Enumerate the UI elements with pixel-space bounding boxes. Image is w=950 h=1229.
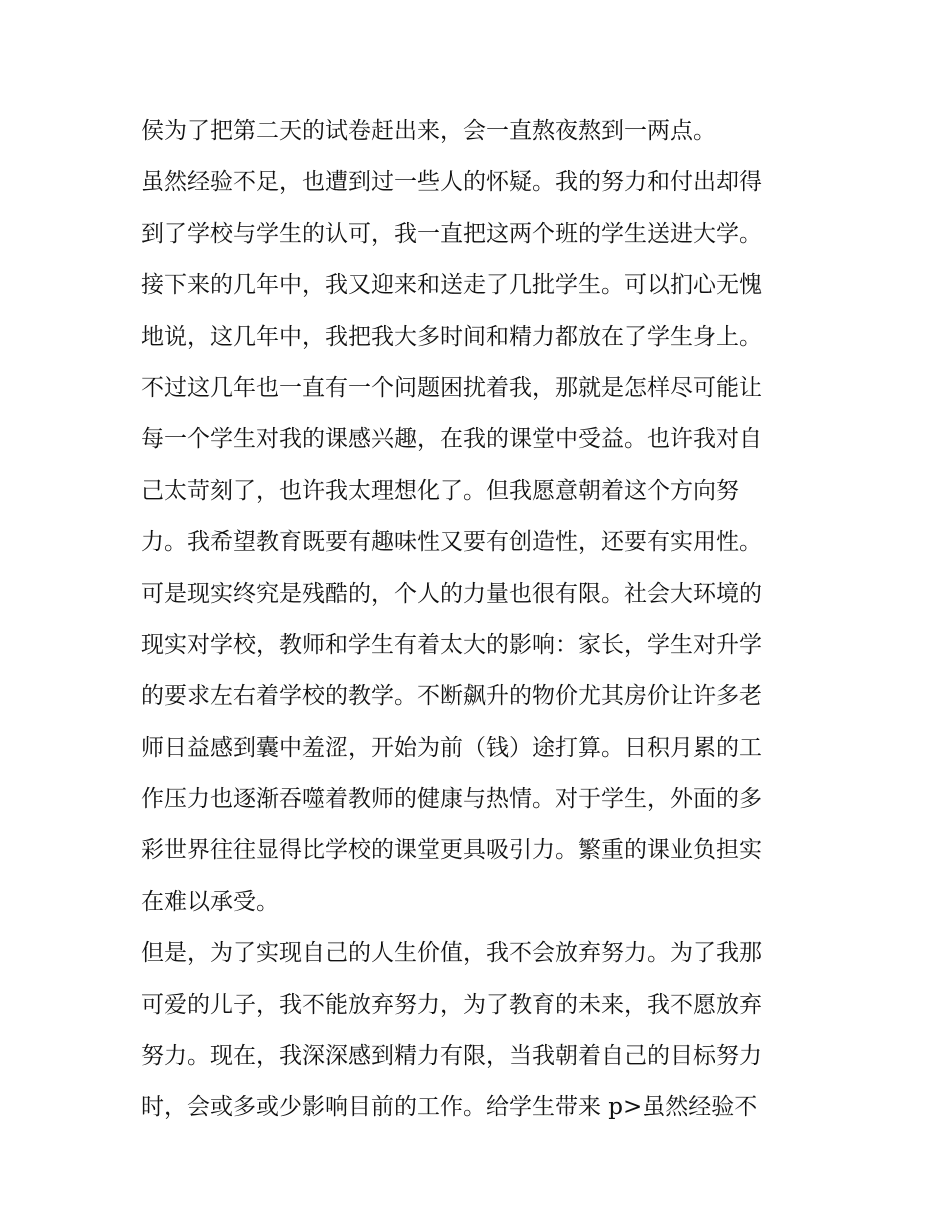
text-line: 侯为了把第二天的试卷赶出来，会一直熬夜熬到一两点。 [141, 118, 716, 144]
text-line: 的要求左右着学校的教学。不断飙升的物价尤其房价让许多老 [141, 683, 762, 710]
text-line: 现实对学校，教师和学生有着太大的影响：家长，学生对升学 [141, 631, 762, 658]
text-line: 时，会或多或少影响目前的工作。给学生带来 p>虽然经验不 [141, 1094, 758, 1121]
text-line: 可爱的儿子，我不能放弃努力，为了教育的未来，我不愿放弃 [141, 991, 762, 1018]
text-line: 力。我希望教育既要有趣味性又要有创造性，还要有实用性。 [141, 529, 762, 556]
text-line: 每一个学生对我的课感兴趣，在我的课堂中受益。也许我对自 [141, 426, 762, 453]
text-line: 师日益感到囊中羞涩，开始为前（钱）途打算。日积月累的工 [141, 734, 762, 761]
text-line: 到了学校与学生的认可，我一直把这两个班的学生送进大学。 [141, 220, 762, 247]
text-line: 可是现实终究是残酷的，个人的力量也很有限。社会大环境的 [141, 580, 762, 607]
text-line: 虽然经验不足，也遭到过一些人的怀疑。我的努力和付出却得 [141, 169, 762, 196]
text-line: 但是，为了实现自己的人生价值，我不会放弃努力。为了我那 [141, 940, 762, 967]
text-line: 己太苛刻了，也许我太理想化了。但我愿意朝着这个方向努 [141, 477, 739, 504]
text-line: 在难以承受。 [141, 888, 279, 915]
text-line: 作压力也逐渐吞噬着教师的健康与热情。对于学生，外面的多 [141, 786, 762, 813]
text-line: 彩世界往往显得比学校的课堂更具吸引力。繁重的课业负担实 [141, 837, 762, 864]
text-line: 不过这几年也一直有一个问题困扰着我，那就是怎样尽可能让 [141, 374, 762, 401]
body-text [141, 106, 821, 1134]
text-line: 接下来的几年中，我又迎来和送走了几批学生。可以扪心无愧 [141, 272, 762, 299]
text-line: 努力。现在，我深深感到精力有限，当我朝着自己的目标努力 [141, 1043, 762, 1070]
text-line: 地说，这几年中，我把我大多时间和精力都放在了学生身上。 [141, 323, 762, 350]
